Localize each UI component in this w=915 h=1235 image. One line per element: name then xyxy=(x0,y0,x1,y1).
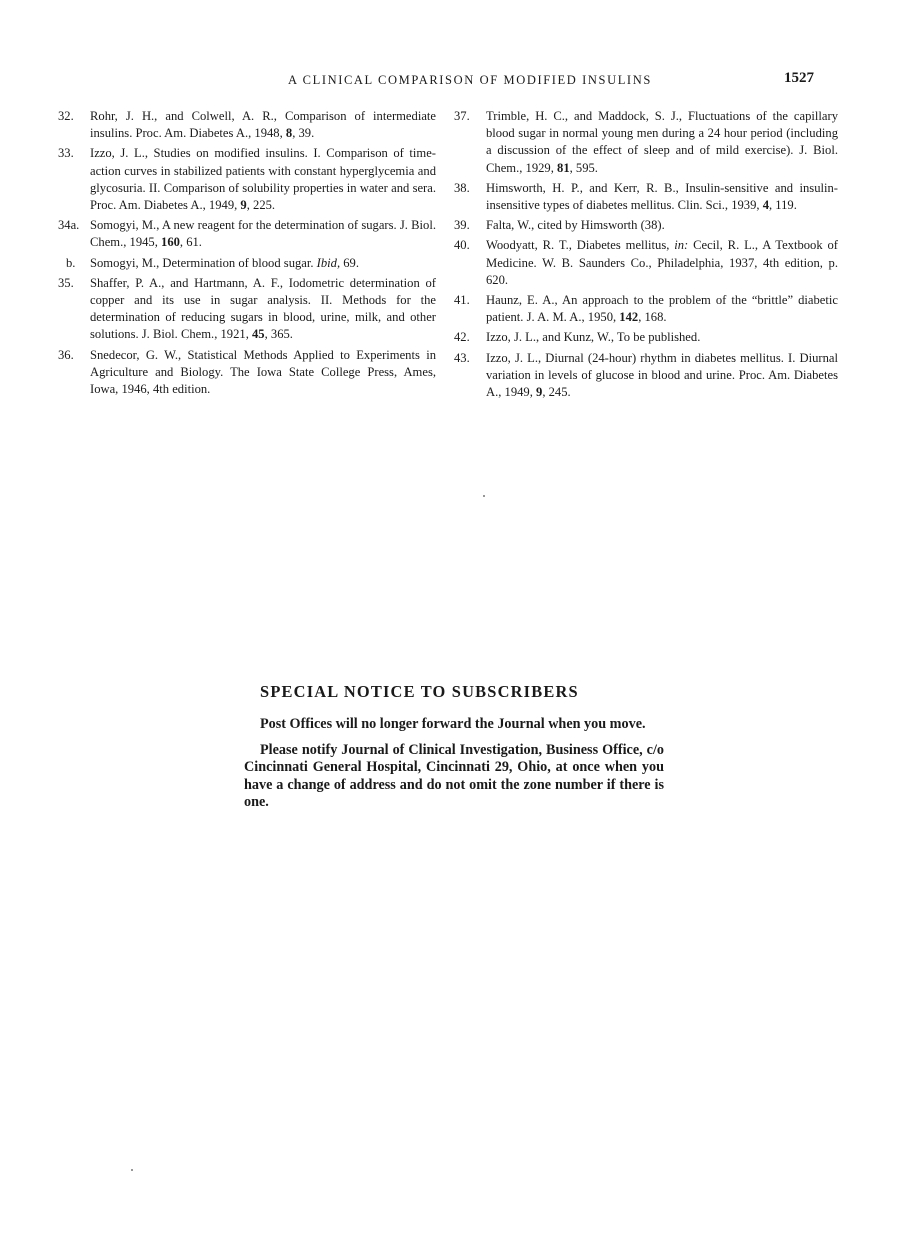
reference-pages: , 595. xyxy=(569,160,598,175)
reference-pages: , 225. xyxy=(246,198,276,213)
reference-pages: , 61. xyxy=(179,235,202,250)
reference-italic: in: xyxy=(674,238,689,253)
reference-number: 34a. xyxy=(58,218,80,233)
reference-volume: 4 xyxy=(762,198,769,213)
special-notice xyxy=(244,682,664,820)
reference-text: Izzo, J. L., Diurnal (24-hour) rhythm in diabetes mellitus. I. Diurnal variation in levels of glucose in blood and urine. Proc. Am. Diabetes A., 1949, xyxy=(486,350,838,400)
reference-pages: , 365. xyxy=(264,327,293,342)
reference-volume: 9 xyxy=(240,198,247,213)
reference-text: Izzo, J. L., Studies on modified insulins. I. Comparison of time-action curves in stabilized patients with constant hyperglycemia and glycosuria. II. Comparison of solubility properties in water and sera. Proc. Am. Diabetes A., 1949, xyxy=(90,146,436,213)
reference-pages: , 119. xyxy=(768,198,797,213)
reference-text: Shaffer, P. A., and Hartmann, A. F., Iodometric determination of copper and its use in sugar analysis. II. Methods for the determination of reducing sugars in blood, urine, milk, and other solutions. J. Biol. Chem., 1921, xyxy=(90,275,436,342)
reference-entry xyxy=(454,108,838,177)
reference-text: Woodyatt, R. T., Diabetes mellitus, xyxy=(486,238,675,253)
reference-number: b. xyxy=(66,255,76,270)
running-title: A CLINICAL COMPARISON OF MODIFIED INSULINS xyxy=(288,73,652,87)
reference-number: 40. xyxy=(454,238,470,253)
reference-number: 38. xyxy=(454,180,470,195)
reference-entry xyxy=(454,350,838,402)
reference-number: 35. xyxy=(58,275,74,290)
reference-text: Izzo, J. L., and Kunz, W., To be published. xyxy=(486,330,701,345)
reference-volume: 45 xyxy=(252,327,265,342)
reference-entry xyxy=(58,108,436,142)
reference-entry xyxy=(58,275,436,344)
references-left-column xyxy=(58,108,436,401)
reference-text: Falta, W., cited by Himsworth (38). xyxy=(486,218,665,233)
reference-text-continued: Cecil, R. L., A Textbook of Medicine. W. B. Saunders Co., Philadelphia, 1937, 4th edition, p. 620. xyxy=(486,238,838,287)
reference-volume: 8 xyxy=(285,126,293,141)
reference-number: 41. xyxy=(454,293,470,308)
reference-pages: , 168. xyxy=(638,310,667,325)
reference-entry xyxy=(454,329,838,346)
page-number: 1527 xyxy=(784,70,814,86)
references-right-column xyxy=(454,108,838,404)
reference-entry xyxy=(58,145,436,214)
reference-text: Rohr, J. H., and Colwell, A. R., Comparison of intermediate insulins. Proc. Am. Diabetes A., 1948, xyxy=(90,109,436,141)
reference-number: 43. xyxy=(454,350,470,365)
reference-text: Somogyi, M., Determination of blood sugar. xyxy=(90,255,317,270)
reference-entry xyxy=(58,255,436,272)
running-head xyxy=(0,70,915,93)
reference-volume: 9 xyxy=(536,385,543,400)
reference-entry xyxy=(454,292,838,326)
notice-title: SPECIAL NOTICE TO SUBSCRIBERS xyxy=(260,682,579,701)
reference-text: Himsworth, H. P., and Kerr, R. B., Insulin-sensitive and insulin-insensitive types of diabetes mellitus. Clin. Sci., 1939, xyxy=(486,180,838,213)
reference-entry xyxy=(454,180,838,214)
reference-volume: 160 xyxy=(161,235,180,250)
notice-paragraph-1: Post Offices will no longer forward the Journal when you move. xyxy=(260,716,646,732)
reference-entry xyxy=(454,217,838,234)
notice-paragraph-2: Please notify Journal of Clinical Investigation, Business Office, c/o Cincinnati General Hospital, Cincinnati 29, Ohio, at once when you have a change of address and do not omit the zone number if there is one. xyxy=(244,741,664,811)
reference-number: 33. xyxy=(58,146,74,161)
reference-number: 32. xyxy=(58,109,74,123)
reference-text: Trimble, H. C., and Maddock, S. J., Fluctuations of the capillary blood sugar in normal young men during a 24 hour period (including a discussion of the effect of sleep and of mild exercise). J. Biol. Chem., 1929, xyxy=(486,109,838,175)
reference-entry xyxy=(58,217,436,251)
reference-text: Haunz, E. A., An approach to the problem of the “brittle” diabetic patient. J. A. M. A., 1950, xyxy=(486,293,838,325)
reference-volume: 81 xyxy=(557,160,570,175)
reference-pages: , 39. xyxy=(292,126,315,141)
reference-text: Snedecor, G. W., Statistical Methods Applied to Experiments in Agriculture and Biology. The Iowa State College Press, Ames, Iowa, 1946, 4th edition. xyxy=(90,347,436,397)
reference-number: 36. xyxy=(58,347,74,362)
reference-italic: Ibid, xyxy=(316,255,341,270)
reference-number: 42. xyxy=(454,330,470,345)
scan-speck xyxy=(483,495,485,497)
reference-text: Somogyi, M., A new reagent for the determination of sugars. J. Biol. Chem., 1945, xyxy=(90,218,436,250)
reference-number: 39. xyxy=(454,218,470,233)
reference-entry xyxy=(454,237,838,289)
reference-text-continued: 69. xyxy=(340,255,359,270)
reference-volume: 142 xyxy=(619,310,639,325)
reference-entry xyxy=(58,347,436,399)
reference-number: 37. xyxy=(454,109,470,123)
reference-pages: , 245. xyxy=(542,385,571,400)
scan-speck xyxy=(131,1169,133,1171)
